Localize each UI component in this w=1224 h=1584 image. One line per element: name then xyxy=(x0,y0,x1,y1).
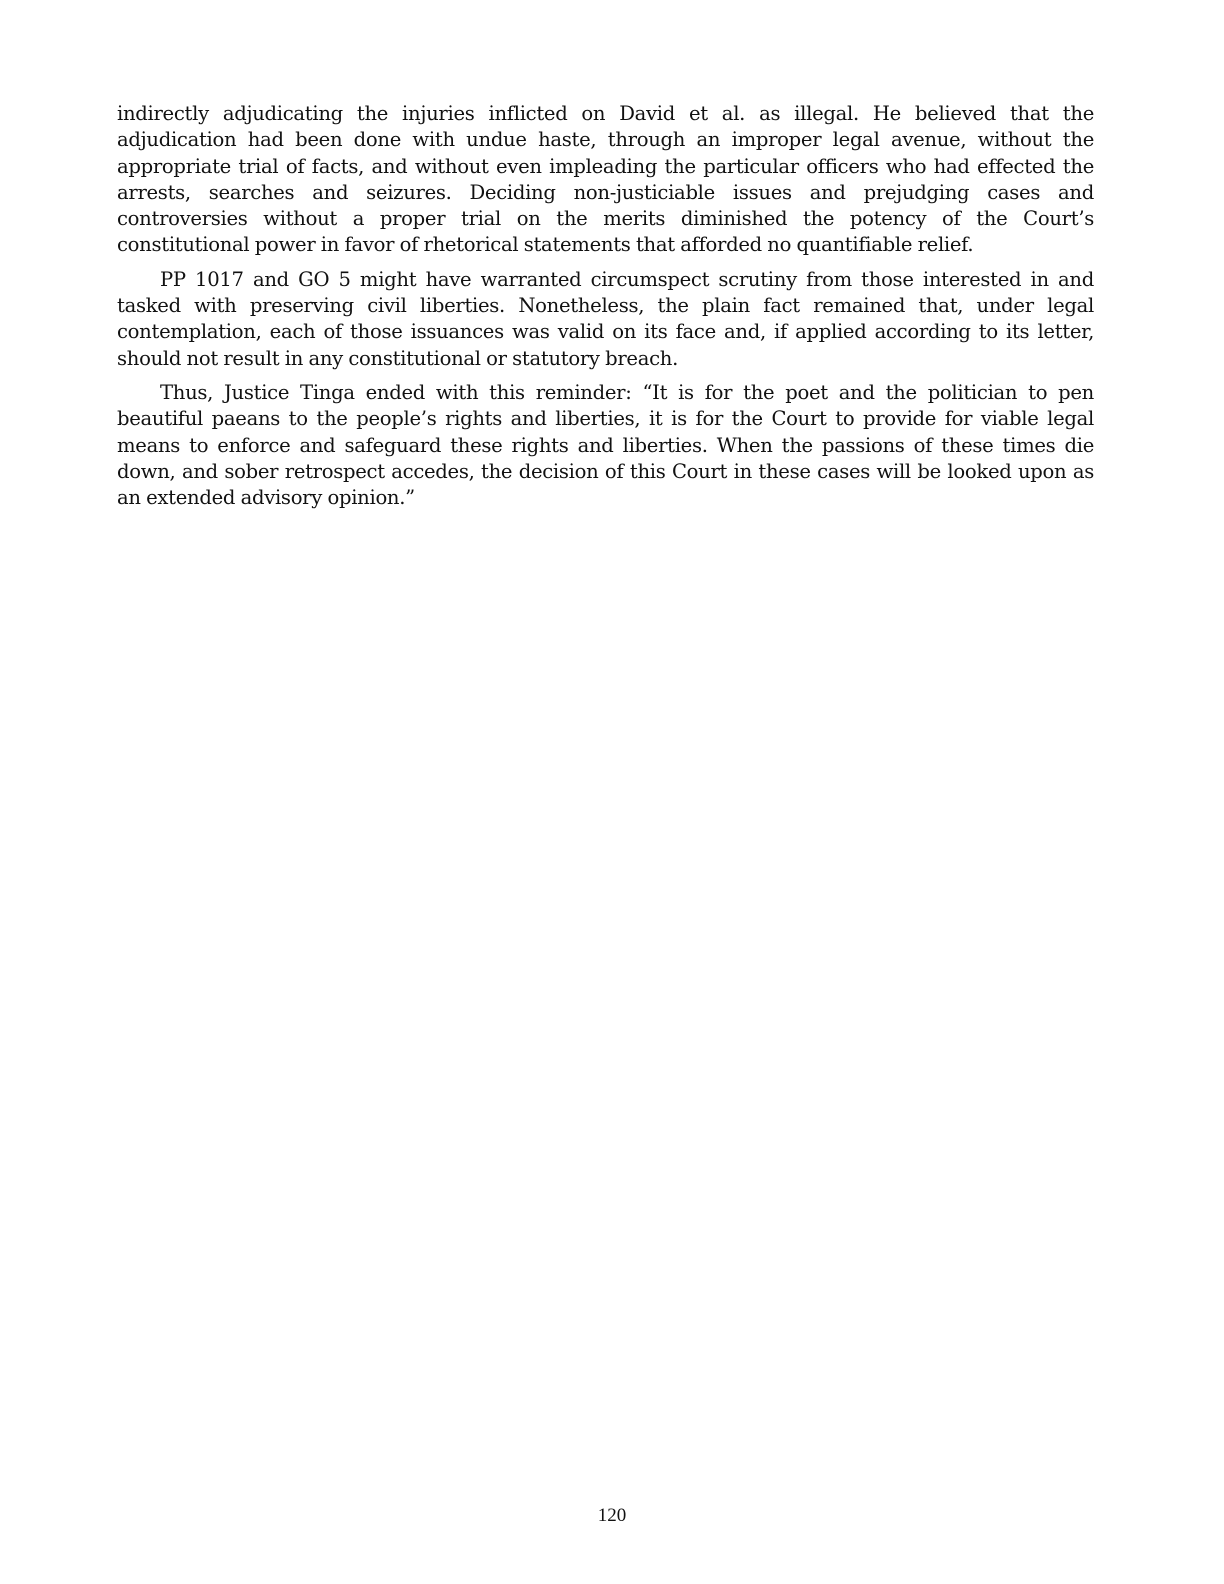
paragraph-continuation: indirectly adjudicating the injuries inflicted on David et al. as illegal. He believed that the adjudication had been done with undue haste, through an improper legal avenue, without the appropriate trial of facts, and without even impleading the particular officers who had effected the arrests, searches and seizures. Deciding non-justiciable issues and prejudging cases and controversies without a proper trial on the merits diminished the potency of the Court’s constitutional power in favor of rhetorical statements that afforded no quantifiable relief. xyxy=(117,102,1094,257)
paragraph-tinga-reminder: Thus, Justice Tinga ended with this reminder: “It is for the poet and the politician to pen beautiful paeans to the people’s rights and liberties, it is for the Court to provide for viable legal means to enforce and safeguard these rights and liberties. When the passions of these times die down, and sober retrospect accedes, the decision of this Court in these cases will be looked upon as an extended advisory opinion.” xyxy=(117,380,1094,510)
page-number: 120 xyxy=(597,1505,627,1526)
page-body xyxy=(117,101,1094,519)
paragraph-pp1017-go5: PP 1017 and GO 5 might have warranted circumspect scrutiny from those interested in and tasked with preserving civil liberties. Nonetheless, the plain fact remained that, under legal contemplation, each of those issuances was valid on its face and, if applied according to its letter, should not result in any constitutional or statutory breach. xyxy=(117,267,1094,370)
